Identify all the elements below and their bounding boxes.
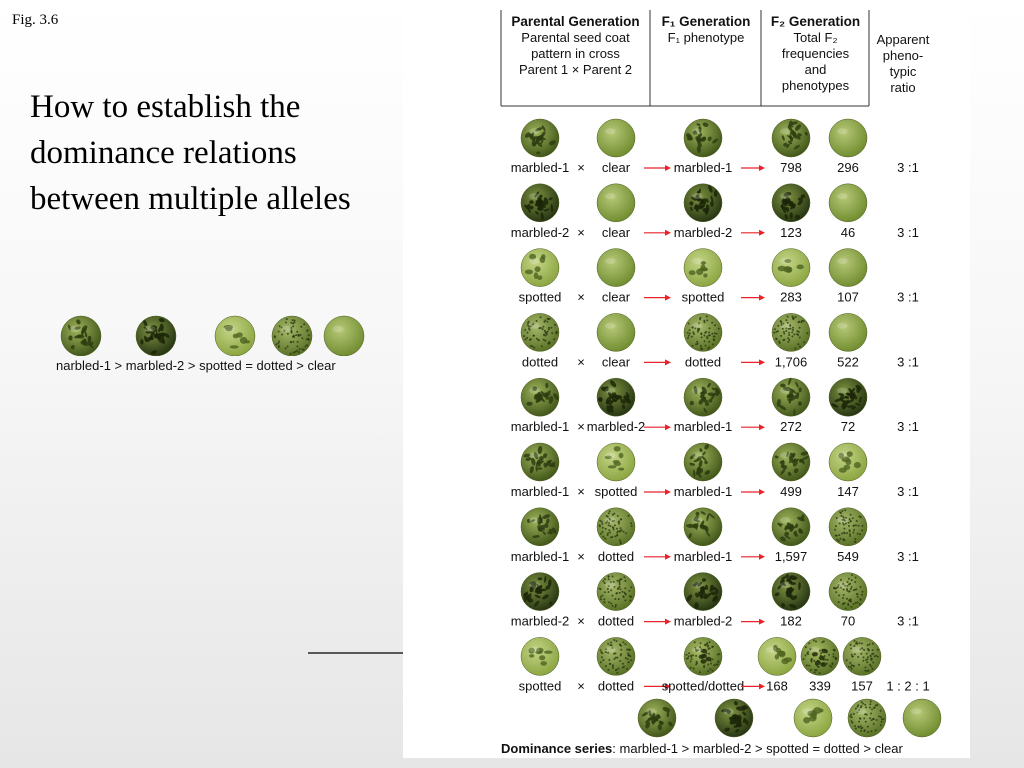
- header-parental-desc-2: pattern in cross: [531, 46, 620, 61]
- clear-seed-icon: [903, 699, 941, 737]
- cross-symbol: ×: [577, 289, 585, 305]
- marbled-2-seed-icon: [772, 573, 810, 611]
- clear-seed-icon: [597, 184, 635, 222]
- f1-label: dotted: [684, 354, 722, 370]
- header-f2-desc-3: and: [804, 62, 827, 77]
- spotted-seed-icon: [772, 249, 810, 287]
- red-arrow-icon: [644, 230, 671, 236]
- parent2-label: marbled-2: [586, 419, 646, 435]
- f2-count: 168: [766, 678, 788, 694]
- clear-seed-icon: [829, 184, 867, 222]
- phenotypic-ratio: 3 :1: [897, 419, 919, 435]
- header-ratio-desc-2: pheno-: [882, 48, 924, 63]
- clear-seed-icon: [829, 313, 867, 351]
- dotted-seed-icon: [829, 508, 867, 546]
- marbled-1-seed-icon: [521, 378, 560, 416]
- dotted-seed-icon: [772, 313, 810, 351]
- parent2-label: spotted: [594, 484, 638, 499]
- red-arrow-icon: [644, 165, 671, 171]
- left-dominance-series: [52, 312, 382, 378]
- f1-label: marbled-2: [673, 613, 733, 629]
- f1-label: spotted/dotted: [661, 678, 745, 694]
- figure-panel: [403, 10, 970, 758]
- left-series-label: narbled-1 > marbled-2 > spotted = dotted > clear: [56, 358, 336, 373]
- phenotypic-ratio: 3 :1: [897, 613, 919, 629]
- parent2-label: dotted: [597, 548, 635, 564]
- cross-symbol: ×: [577, 484, 585, 499]
- header-parental: [503, 14, 648, 78]
- f2-count: 296: [837, 160, 859, 175]
- marbled-2-seed-icon: [772, 184, 810, 222]
- red-arrow-icon: [741, 230, 765, 236]
- parent2-label: dotted: [597, 678, 635, 694]
- parent1-label: marbled-2: [510, 613, 570, 629]
- marbled-2-seed-icon: [684, 573, 722, 611]
- marbled-1-seed-icon: [684, 508, 722, 546]
- spotted-dotted-seed-icon: [684, 637, 722, 675]
- slide-title: How to establish the dominance relations between multiple alleles: [30, 89, 351, 217]
- dominance-series-label: Dominance series: [501, 741, 613, 756]
- header-f1-title: F₁ Generation: [661, 14, 751, 29]
- parent1-label: marbled-1: [510, 548, 570, 564]
- dotted-seed-icon: [597, 508, 635, 546]
- phenotypic-ratio: 3 :1: [897, 224, 919, 240]
- parent1-label: marbled-1: [510, 484, 570, 499]
- clear-seed-icon: [829, 249, 867, 287]
- spotted-seed-icon: [758, 637, 796, 675]
- f2-count: 339: [809, 678, 831, 694]
- dotted-seed-icon: [848, 699, 886, 737]
- parent1-label: spotted: [518, 678, 562, 694]
- dotted-seed-icon: [829, 573, 867, 611]
- red-arrow-icon: [644, 619, 671, 625]
- clear-seed-icon: [597, 249, 635, 287]
- f2-count: 1,706: [774, 354, 808, 370]
- header-f2-desc-4: phenotypes: [781, 78, 850, 93]
- f2-count: 147: [837, 484, 859, 499]
- cross-symbol: ×: [577, 160, 585, 175]
- cross-row: [511, 443, 919, 499]
- spotted-seed-icon: [684, 249, 722, 287]
- marbled-1-seed-icon: [521, 119, 559, 157]
- cross-row: [511, 573, 919, 629]
- red-arrow-icon: [644, 489, 671, 495]
- cross-symbol: ×: [577, 548, 585, 564]
- red-arrow-icon: [741, 359, 765, 365]
- cross-symbol: ×: [577, 419, 585, 435]
- parent1-label: marbled-1: [510, 419, 570, 435]
- red-arrow-icon: [741, 683, 765, 689]
- dotted-seed-icon: [843, 637, 881, 675]
- f2-count: 1,597: [774, 548, 808, 564]
- marbled-2-seed-icon: [684, 184, 722, 222]
- marbled-2-seed-icon: [715, 699, 753, 737]
- header-parental-desc-3: Parent 1 × Parent 2: [518, 62, 633, 77]
- cross-row: [519, 637, 930, 693]
- spotted-seed-icon: [829, 443, 867, 481]
- spotted-seed-icon: [215, 316, 255, 356]
- parent2-label: clear: [601, 354, 631, 370]
- red-arrow-icon: [741, 165, 765, 171]
- marbled-1-seed-icon: [638, 699, 676, 737]
- phenotypic-ratio: 3 :1: [897, 484, 919, 499]
- cross-symbol: ×: [577, 613, 585, 629]
- dotted-seed-icon: [597, 637, 635, 675]
- header-parental-desc-1: Parental seed coat: [521, 30, 630, 45]
- clear-seed-icon: [597, 313, 635, 351]
- parent2-label: clear: [601, 160, 631, 175]
- f1-label: marbled-2: [673, 224, 733, 240]
- marbled-1-seed-icon: [684, 443, 722, 481]
- header-ratio-desc-4: ratio: [890, 80, 916, 95]
- f1-label: marbled-1: [673, 160, 733, 175]
- header-f2-desc-2: frequencies: [781, 46, 850, 61]
- left-series-seeds: [52, 312, 382, 356]
- header-f2-title: F₂ Generation: [770, 14, 861, 29]
- marbled-2-seed-icon: [829, 378, 867, 416]
- parent1-label: dotted: [521, 354, 559, 370]
- f2-count: 72: [840, 419, 856, 435]
- parent2-label: clear: [601, 289, 631, 305]
- marbled-1-seed-icon: [61, 316, 101, 356]
- dominance-series-text: : marbled-1 > marbled-2 > spotted = dotted > clear: [612, 741, 903, 756]
- clear-seed-icon: [597, 119, 635, 157]
- header-f1: [652, 14, 760, 46]
- clear-seed-icon: [829, 119, 867, 157]
- spotted-dotted-seed-icon: [801, 637, 839, 675]
- cross-row: [511, 184, 919, 240]
- parent1-label: spotted: [518, 289, 562, 305]
- spotted-seed-icon: [597, 443, 635, 481]
- marbled-1-seed-icon: [772, 443, 810, 481]
- f2-count: 157: [851, 678, 873, 694]
- red-arrow-icon: [741, 554, 765, 560]
- marbled-2-seed-icon: [521, 184, 559, 222]
- red-arrow-icon: [741, 424, 765, 430]
- dotted-seed-icon: [684, 313, 722, 351]
- parent1-label: marbled-1: [510, 160, 570, 175]
- header-f2: [763, 14, 868, 94]
- red-arrow-icon: [644, 554, 671, 560]
- parent2-label: dotted: [597, 613, 635, 629]
- spotted-seed-icon: [794, 699, 832, 737]
- spotted-seed-icon: [521, 249, 559, 287]
- f1-label: marbled-1: [673, 548, 733, 564]
- figure-label: Fig. 3.6: [12, 12, 59, 28]
- header-f1-desc: F₁ phenotype: [667, 30, 745, 45]
- red-arrow-icon: [644, 424, 671, 430]
- phenotypic-ratio: 3 :1: [897, 289, 919, 305]
- cross-symbol: ×: [577, 678, 585, 694]
- f2-count: 70: [840, 613, 856, 629]
- marbled-2-seed-icon: [521, 573, 559, 611]
- phenotypic-ratio: 3 :1: [897, 548, 919, 564]
- f2-count: 107: [837, 289, 859, 305]
- marbled-2-seed-icon: [136, 316, 176, 356]
- marbled-1-seed-icon: [684, 378, 722, 416]
- f1-label: spotted: [681, 289, 725, 305]
- phenotypic-ratio: 3 :1: [897, 354, 919, 370]
- cross-row: [511, 508, 919, 564]
- cross-row: [511, 119, 919, 175]
- phenotypic-ratio: 3 :1: [897, 160, 919, 175]
- cross-row: [519, 249, 919, 305]
- dotted-seed-icon: [597, 573, 635, 611]
- f1-label: marbled-1: [673, 484, 733, 499]
- f2-count: 272: [780, 419, 802, 435]
- marbled-1-seed-icon: [772, 119, 810, 157]
- red-arrow-icon: [741, 489, 765, 495]
- parent2-label: clear: [601, 224, 631, 240]
- marbled-1-seed-icon: [772, 508, 810, 546]
- f2-count: 522: [837, 354, 859, 370]
- spotted-seed-icon: [521, 637, 559, 675]
- cross-symbol: ×: [577, 354, 585, 370]
- header-ratio: [869, 32, 937, 96]
- parent1-label: marbled-2: [510, 224, 570, 240]
- f1-label: marbled-1: [673, 419, 733, 435]
- f2-count: 283: [780, 289, 802, 305]
- dominance-series-caption: [501, 741, 903, 756]
- red-arrow-icon: [741, 295, 765, 301]
- marbled-1-seed-icon: [684, 119, 722, 157]
- marbled-1-seed-icon: [521, 443, 559, 481]
- f2-count: 46: [840, 224, 856, 240]
- dotted-seed-icon: [521, 313, 559, 351]
- header-f2-desc-1: Total F₂: [793, 30, 838, 45]
- header-ratio-desc-1: Apparent: [876, 32, 930, 47]
- phenotypic-ratio: 1 : 2 : 1: [886, 678, 930, 694]
- header-ratio-desc-3: typic: [889, 64, 917, 79]
- red-arrow-icon: [644, 295, 671, 301]
- cross-row: [521, 313, 919, 369]
- marbled-1-seed-icon: [521, 508, 559, 546]
- marbled-1-seed-icon: [772, 377, 810, 416]
- red-arrow-icon: [741, 619, 765, 625]
- cross-row: [511, 377, 919, 434]
- cross-table: [403, 10, 970, 758]
- clear-seed-icon: [324, 316, 364, 356]
- red-arrow-icon: [644, 359, 671, 365]
- cross-symbol: ×: [577, 224, 585, 240]
- marbled-2-seed-icon: [597, 378, 635, 416]
- f2-count: 549: [837, 548, 859, 564]
- f2-count: 182: [780, 613, 802, 629]
- f2-count: 123: [780, 224, 802, 240]
- f2-count: 499: [780, 484, 802, 499]
- dotted-seed-icon: [272, 316, 312, 356]
- f2-count: 798: [780, 160, 802, 175]
- header-parental-title: Parental Generation: [511, 14, 640, 29]
